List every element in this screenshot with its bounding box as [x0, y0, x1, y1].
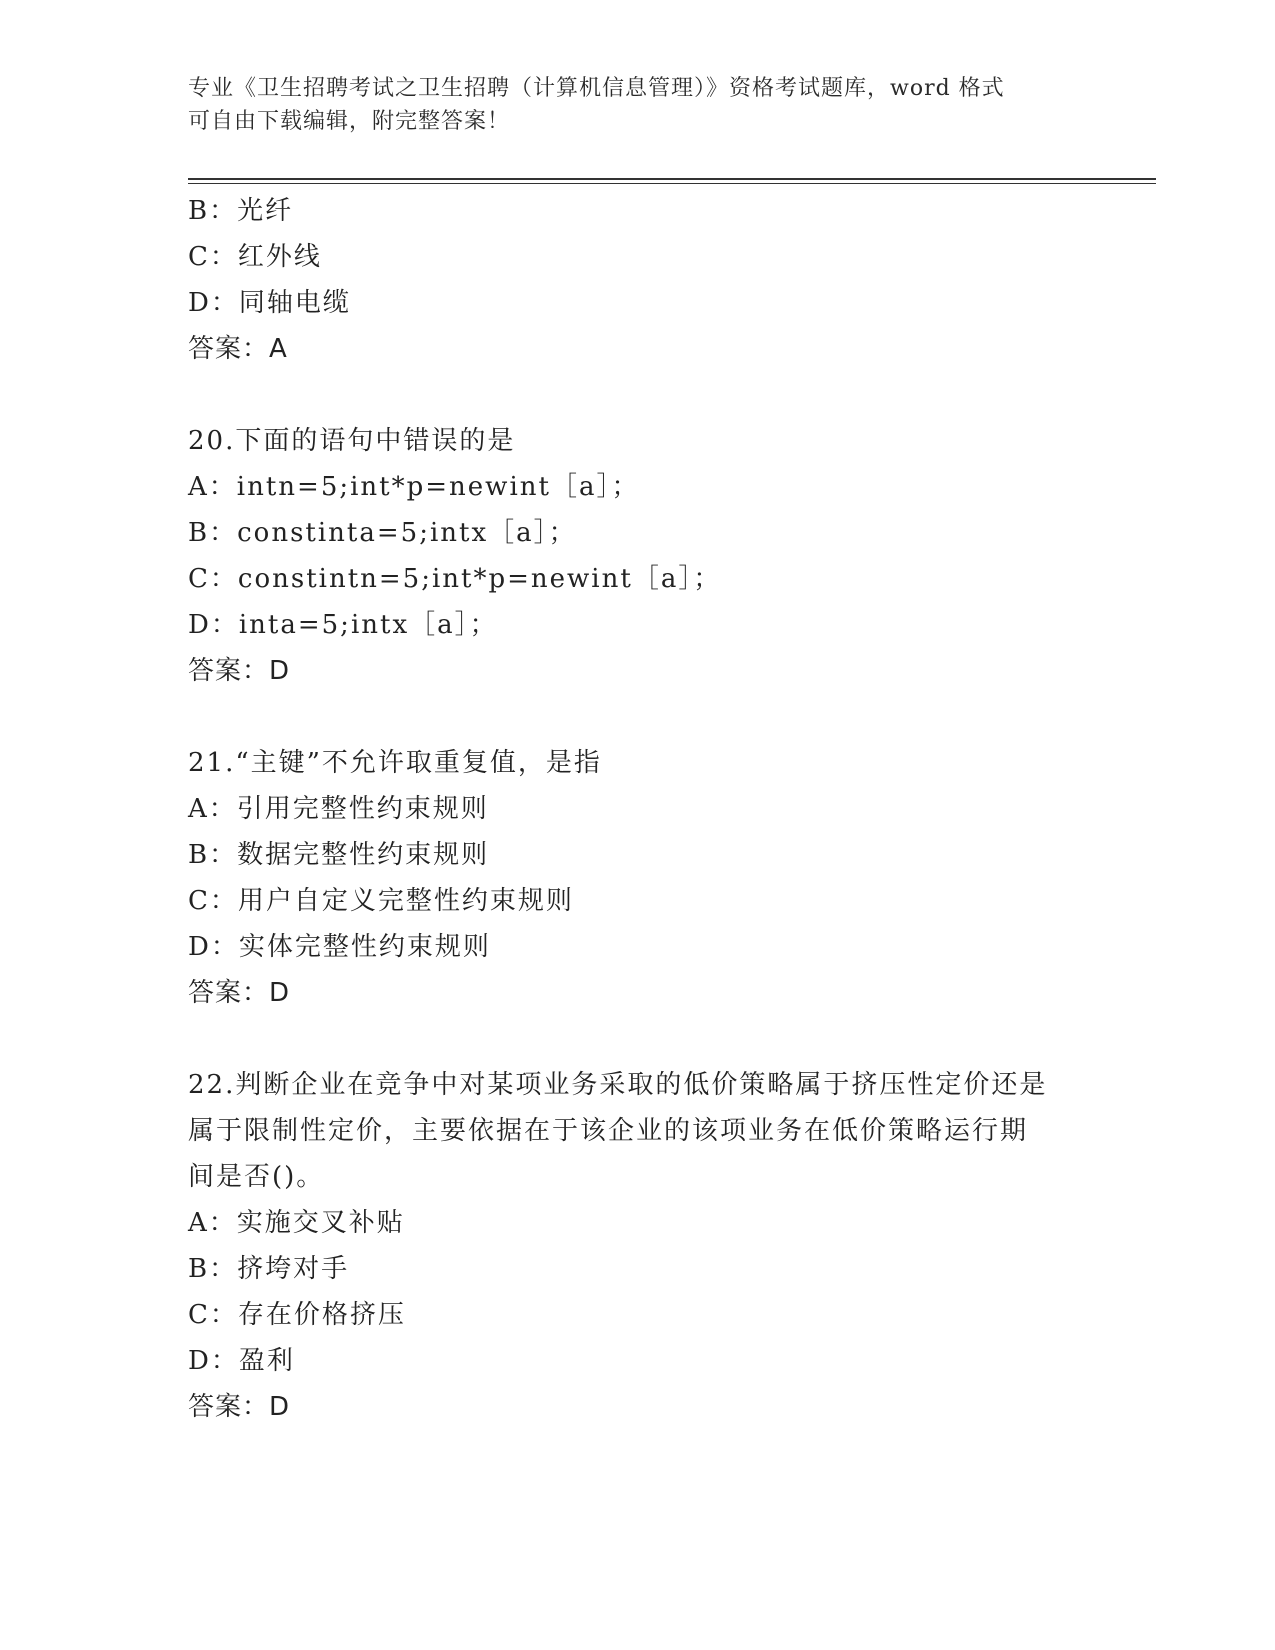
question-19-continuation [188, 188, 1088, 372]
option-c: C：constintn=5;int*p=newint［a］； [188, 564, 722, 594]
question-22 [188, 1062, 1088, 1430]
question-20 [188, 418, 1088, 694]
question-text-line: 22.判断企业在竞争中对某项业务采取的低价策略属于挤压性定价还是 [188, 1070, 1048, 1100]
answer-line: 答案：D [188, 1392, 291, 1422]
option-a: A：实施交叉补贴 [188, 1208, 405, 1238]
option-b: B：挤垮对手 [188, 1254, 350, 1284]
question-text [188, 740, 1088, 786]
question-21 [188, 740, 1088, 1016]
spacer [188, 694, 1088, 740]
option-b: B：constinta=5;intx［a］； [188, 518, 577, 548]
header-line-1: 专业《卫生招聘考试之卫生招聘（计算机信息管理）》资格考试题库，word 格式 [188, 76, 1005, 101]
question-text-line: 间是否()。 [188, 1162, 325, 1192]
header-divider-thin [188, 183, 1156, 184]
option-d: D：盈利 [188, 1346, 295, 1376]
header-divider-thick [188, 178, 1156, 180]
question-text [188, 418, 1088, 464]
answer-line: 答案：A [188, 334, 288, 364]
option-c: C：存在价格挤压 [188, 1300, 406, 1330]
document-header [188, 72, 1088, 138]
option-d: D：实体完整性约束规则 [188, 932, 491, 962]
question-text-line: 属于限制性定价，主要依据在于该企业的该项业务在低价策略运行期 [188, 1116, 1029, 1146]
answer-line: 答案：D [188, 656, 291, 686]
option-b: B：光纤 [188, 196, 294, 226]
answer-line: 答案：D [188, 978, 291, 1008]
question-text-line: 21.“主键”不允许取重复值，是指 [188, 748, 602, 778]
option-c: C：用户自定义完整性约束规则 [188, 886, 574, 916]
option-d: D：同轴电缆 [188, 288, 351, 318]
option-c: C：红外线 [188, 242, 322, 272]
option-a: A：引用完整性约束规则 [188, 794, 489, 824]
option-b: B：数据完整性约束规则 [188, 840, 490, 870]
header-line-2: 可自由下载编辑，附完整答案！ [188, 109, 511, 134]
spacer [188, 1016, 1088, 1062]
question-text [188, 1062, 1088, 1200]
option-a: A：intn=5;int*p=newint［a］； [188, 472, 640, 502]
question-list [188, 188, 1088, 1430]
spacer [188, 372, 1088, 418]
question-text-line: 20.下面的语句中错误的是 [188, 426, 516, 456]
option-d: D：inta=5;intx［a］； [188, 610, 498, 640]
